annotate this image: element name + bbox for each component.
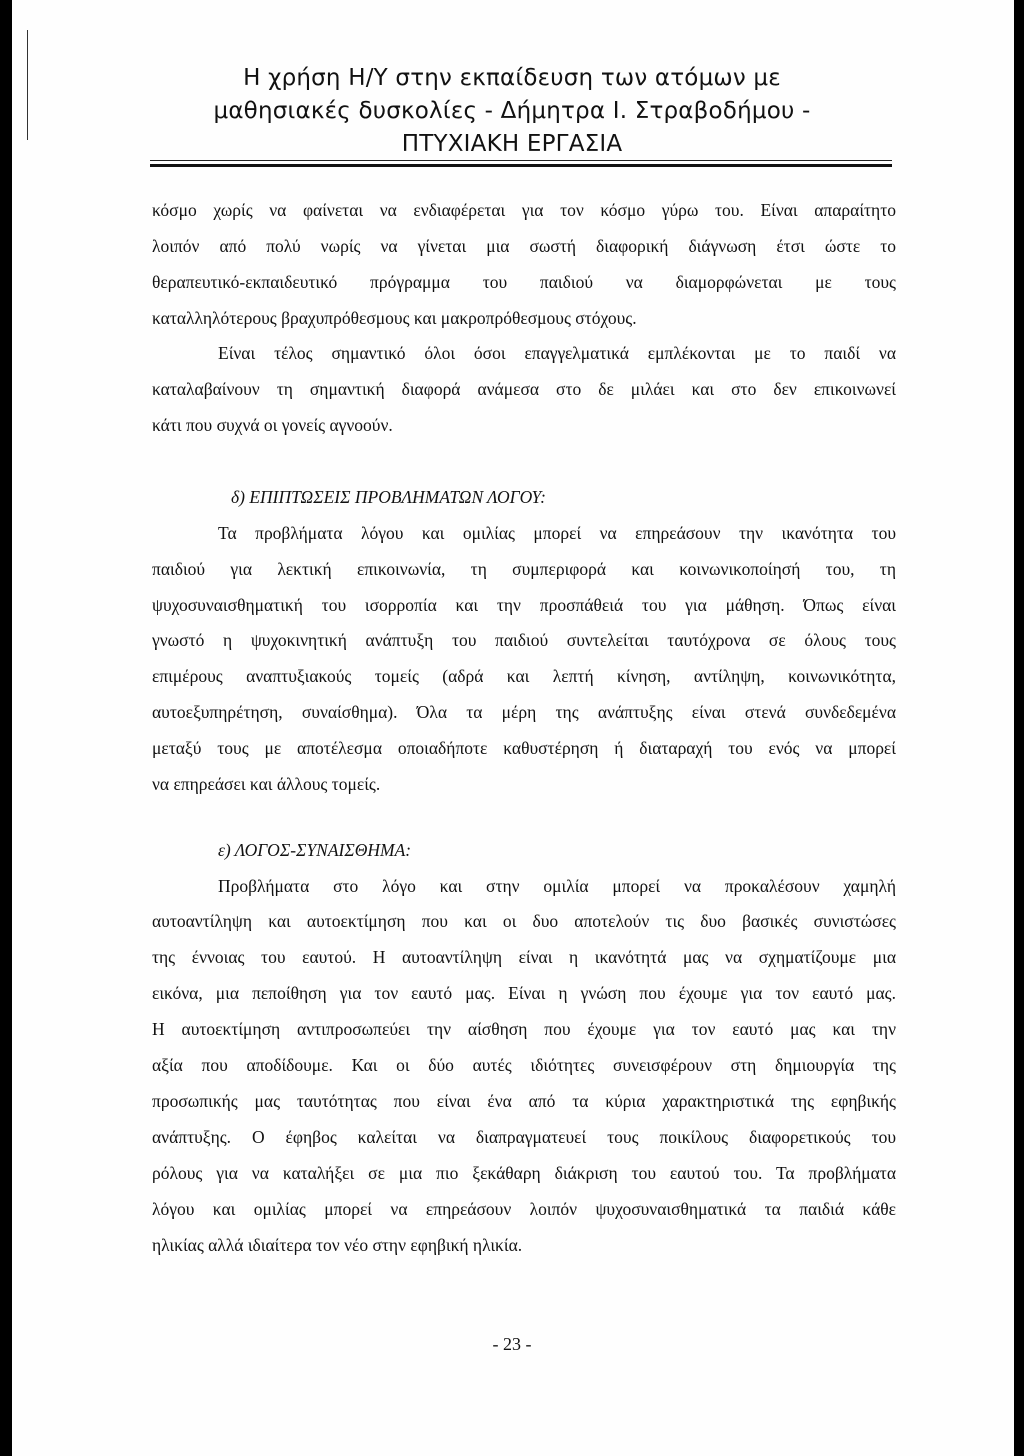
scan-edge-left [0, 0, 12, 1456]
page-number: - 23 - [492, 1334, 532, 1354]
section-e-line: Προβλήματα στο λόγο και στην ομιλία μπορεί να προκαλέσουν χαμηλή [218, 876, 896, 896]
intro-line: κάτι που συχνά οι γονείς αγνοούν. [152, 415, 393, 435]
section-d-line: επιμέρους αναπτυξιακούς τομείς (αδρά και λεπτή κίνηση, αντίληψη, κοινωνικότητα, [152, 666, 896, 686]
header-line-1: Η χρήση Η/Υ στην εκπαίδευση των ατόμων με [243, 65, 781, 91]
section-e-line: λόγου και ομιλίας μπορεί να επηρεάσουν λοιπόν ψυχοσυναισθηματικά τα παιδιά κάθε [152, 1199, 896, 1219]
header-rule-thin [150, 160, 892, 161]
scan-edge-right [1014, 0, 1024, 1456]
intro-line: λοιπόν από πολύ νωρίς να γίνεται μια σωστή διαφορική διάγνωση έτσι ώστε το [152, 236, 896, 256]
header-line-3: ΠΤΥΧΙΑΚΗ ΕΡΓΑΣΙΑ [401, 131, 623, 157]
section-d-line: Τα προβλήματα λόγου και ομιλίας μπορεί να επηρεάσουν την ικανότητα του [218, 523, 896, 543]
section-heading-d: δ) ΕΠΙΠΤΩΣΕΙΣ ΠΡΟΒΛΗΜΑΤΩΝ ΛΟΓΟΥ: [231, 487, 546, 507]
section-e-line: της έννοιας του εαυτού. Η αυτοαντίληψη είναι η ικανότητά μας να σχηματίζουμε μια [152, 947, 896, 967]
intro-line: καταλαβαίνουν τη σημαντική διαφορά ανάμεσα στο δε μιλάει και στο δεν επικοινωνεί [152, 379, 896, 399]
section-d-line: παιδιού για λεκτική επικοινωνία, τη συμπεριφορά και κοινωνικοποίησή του, τη [152, 559, 896, 579]
section-e-line: ρόλους για να καταλήξει σε μια πιο ξεκάθαρη διάκριση του εαυτού του. Τα προβλήματα [152, 1163, 896, 1183]
intro-line: καταλληλότερους βραχυπρόθεσμους και μακροπρόθεσμους στόχους. [152, 308, 637, 328]
header-line-2: μαθησιακές δυσκολίες - Δήμητρα Ι. Στραβοδήμου - [213, 98, 811, 124]
intro-line: κόσμο χωρίς να φαίνεται να ενδιαφέρεται για τον κόσμο γύρω του. Είναι απαραίτητο [152, 200, 896, 220]
section-e-line: αξία που αποδίδουμε. Και οι δύο αυτές ιδιότητες συνεισφέρουν στη δημιουργία της [152, 1055, 896, 1075]
running-header [0, 62, 1024, 161]
section-d-line: μεταξύ τους με αποτέλεσμα οποιαδήποτε καθυστέρηση ή διαταραχή του ενός να μπορεί [152, 738, 896, 758]
section-heading-e: ε) ΛΟΓΟΣ-ΣΥΝΑΙΣΘΗΜΑ: [218, 840, 412, 860]
section-e-line: αυτοαντίληψη και αυτοεκτίμηση που και οι δυο αποτελούν τις δυο βασικές συνιστώσες [152, 911, 896, 931]
section-d-line: ψυχοσυναισθηματική του ισορροπία και την προσπάθειά του για μάθηση. Όπως είναι [152, 595, 896, 615]
section-e-line: εικόνα, μια πεποίθηση για τον εαυτό μας. Είναι η γνώση που έχουμε για τον εαυτό μας. [152, 983, 896, 1003]
section-d-line: γνωστό η ψυχοκινητική ανάπτυξη του παιδιού συντελείται ταυτόχρονα σε όλους τους [152, 630, 896, 650]
section-d-line: αυτοεξυπηρέτηση, συναίσθημα). Όλα τα μέρη της ανάπτυξης είναι στενά συνδεδεμένα [152, 702, 896, 722]
section-e-line: προσωπικής μας ταυτότητας που είναι ένα από τα κύρια χαρακτηριστικά της εφηβικής [152, 1091, 896, 1111]
section-e-line: ανάπτυξης. Ο έφηβος καλείται να διαπραγματευεί τους ποικίλους διαφορετικούς του [152, 1127, 896, 1147]
section-e-line: ηλικίας αλλά ιδιαίτερα τον νέο στην εφηβική ηλικία. [152, 1235, 523, 1255]
intro-line: Είναι τέλος σημαντικό όλοι όσοι επαγγελματικά εμπλέκονται με το παιδί να [218, 343, 896, 363]
section-d-line: να επηρεάσει και άλλους τομείς. [152, 774, 381, 794]
intro-line: θεραπευτικό-εκπαιδευτικό πρόγραμμα του παιδιού να διαμορφώνεται με τους [152, 272, 896, 292]
header-rule-thick [150, 164, 892, 167]
section-e-line: Η αυτοεκτίμηση αντιπροσωπεύει την αίσθηση που έχουμε για τον εαυτό μας και την [152, 1019, 896, 1039]
